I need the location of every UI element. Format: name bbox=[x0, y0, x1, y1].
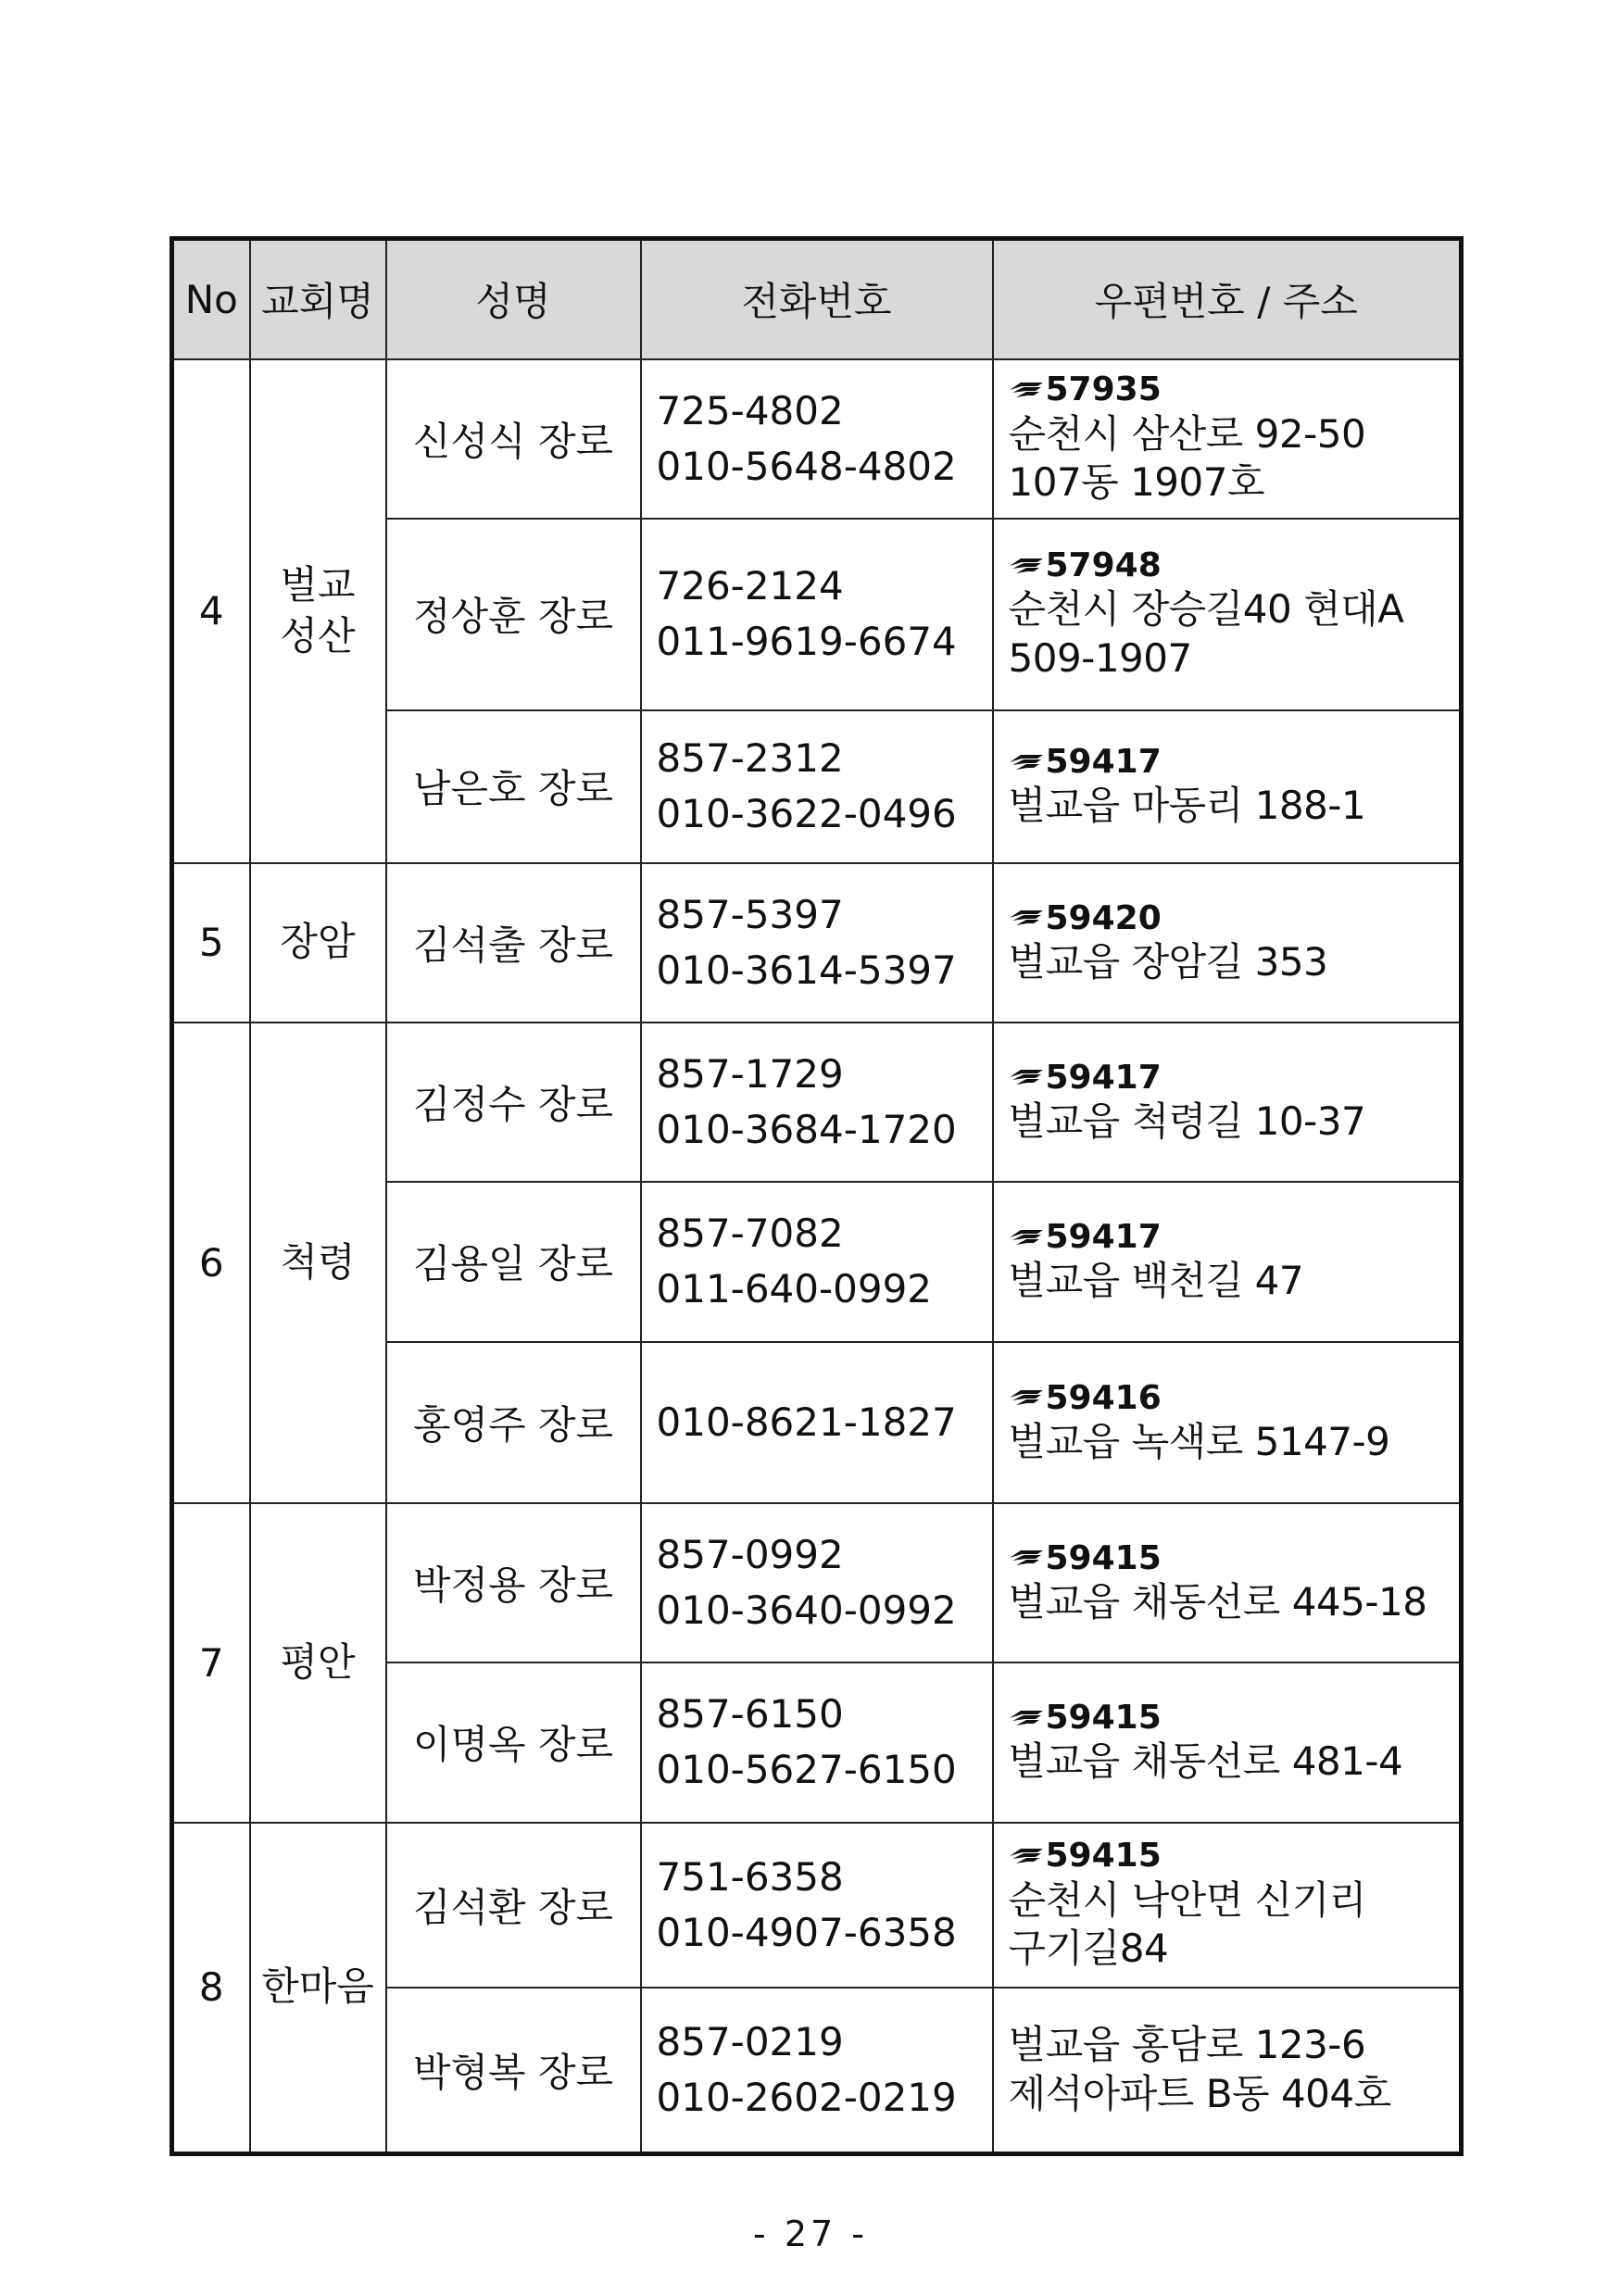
phone-number: 725-4802 bbox=[656, 387, 844, 433]
table-row bbox=[172, 1023, 1462, 1182]
group-number: 8 bbox=[198, 1964, 224, 2011]
postcode: 59415 bbox=[1045, 1538, 1162, 1577]
postcode-icon bbox=[1009, 752, 1044, 772]
member-name: 김용일 장로 bbox=[412, 1241, 614, 1286]
member-name-cell bbox=[386, 1023, 641, 1182]
address-cell bbox=[993, 359, 1462, 519]
church-name-cell bbox=[250, 359, 386, 863]
phone-number: 011-640-0992 bbox=[656, 1266, 933, 1311]
member-name: 박형복 장로 bbox=[412, 2049, 614, 2095]
phone-cell bbox=[641, 1823, 993, 1988]
phone-cell bbox=[641, 1023, 993, 1182]
phone-cell bbox=[641, 1662, 993, 1823]
address-cell bbox=[993, 1503, 1462, 1662]
phone-number: 011-9619-6674 bbox=[656, 619, 957, 664]
church-name-cell bbox=[250, 863, 386, 1023]
address-line: 벌교읍 녹색로 5147-9 bbox=[1008, 1418, 1390, 1464]
address-line: 순천시 장승길40 현대A bbox=[1008, 586, 1404, 633]
postcode-icon bbox=[1009, 1708, 1044, 1728]
member-name: 남은호 장로 bbox=[412, 766, 614, 811]
address-cell bbox=[993, 1988, 1462, 2154]
church-name-cell bbox=[250, 1023, 386, 1503]
address-line: 구기길84 bbox=[1008, 1926, 1169, 1972]
church-name-cell bbox=[250, 1503, 386, 1823]
header-phone: 전화번호 bbox=[641, 239, 993, 359]
header-address: 우편번호 / 주소 bbox=[993, 239, 1462, 359]
phone-number: 857-7082 bbox=[656, 1211, 844, 1257]
postcode-line bbox=[1009, 898, 1460, 938]
table-header bbox=[172, 239, 1462, 359]
phone-number: 010-3640-0992 bbox=[656, 1587, 957, 1633]
church-name-line: 한마음 bbox=[261, 1964, 374, 2010]
church-name-line: 척령 bbox=[280, 1238, 356, 1285]
phone-number: 010-3614-5397 bbox=[656, 947, 957, 993]
address-line: 벌교읍 백천길 47 bbox=[1008, 1258, 1304, 1304]
postcode-line bbox=[1009, 1538, 1460, 1578]
postcode: 59415 bbox=[1045, 1699, 1162, 1738]
group-number: 4 bbox=[198, 588, 224, 634]
postcode-line bbox=[1009, 1836, 1460, 1876]
postcode: 59417 bbox=[1045, 743, 1162, 782]
postcode: 59420 bbox=[1045, 898, 1162, 937]
postcode-icon bbox=[1009, 1067, 1044, 1087]
postcode-line bbox=[1009, 1217, 1460, 1257]
postcode-icon bbox=[1009, 1846, 1044, 1866]
phone-number: 726-2124 bbox=[656, 563, 844, 609]
member-name: 홍영주 장로 bbox=[412, 1401, 614, 1448]
postcode-icon bbox=[1009, 1548, 1044, 1568]
phone-number: 857-0219 bbox=[656, 2019, 844, 2065]
group-number: 5 bbox=[198, 920, 224, 965]
postcode-line bbox=[1009, 1698, 1460, 1738]
phone-cell bbox=[641, 1182, 993, 1342]
address-cell bbox=[993, 710, 1462, 863]
phone-cell bbox=[641, 519, 993, 710]
postcode: 57935 bbox=[1045, 370, 1162, 409]
phone-cell bbox=[641, 1342, 993, 1503]
postcode: 57948 bbox=[1045, 546, 1162, 584]
address-cell bbox=[993, 863, 1462, 1023]
phone-number: 857-5397 bbox=[656, 891, 844, 937]
address-line: 제석아파트 B동 404호 bbox=[1008, 2070, 1391, 2116]
address-line: 벌교읍 채동선로 481-4 bbox=[1008, 1738, 1403, 1785]
group-number: 6 bbox=[198, 1239, 224, 1286]
address-line: 107동 1907호 bbox=[1008, 459, 1265, 506]
phone-number: 010-3684-1720 bbox=[656, 1106, 957, 1152]
church-name-line: 벌교 bbox=[280, 561, 356, 608]
table-row bbox=[172, 359, 1462, 519]
postcode-line bbox=[1009, 1058, 1460, 1098]
address-line: 벌교읍 홍담로 123-6 bbox=[1008, 2022, 1366, 2068]
phone-cell bbox=[641, 1503, 993, 1662]
member-name-cell bbox=[386, 1182, 641, 1342]
church-name-cell bbox=[250, 1823, 386, 2154]
phone-cell bbox=[641, 863, 993, 1023]
address-line: 벌교읍 채동선로 445-18 bbox=[1008, 1578, 1427, 1625]
header-no: No bbox=[172, 239, 250, 359]
postcode-icon bbox=[1009, 1227, 1044, 1248]
group-no-cell bbox=[172, 863, 250, 1023]
contact-table bbox=[170, 236, 1464, 2156]
address-cell bbox=[993, 1023, 1462, 1182]
header-row bbox=[172, 239, 1462, 359]
postcode-line bbox=[1009, 370, 1460, 409]
postcode: 59417 bbox=[1045, 1058, 1162, 1097]
member-name-cell bbox=[386, 710, 641, 863]
phone-cell bbox=[641, 1988, 993, 2154]
header-name: 성명 bbox=[386, 239, 641, 359]
phone-number: 857-1729 bbox=[656, 1050, 844, 1097]
church-name-line: 장암 bbox=[280, 919, 356, 965]
postcode-icon bbox=[1009, 380, 1044, 400]
address-cell bbox=[993, 519, 1462, 710]
postcode-icon bbox=[1009, 1387, 1044, 1408]
member-name: 김석환 장로 bbox=[412, 1884, 614, 1930]
table-row bbox=[172, 1823, 1462, 1988]
phone-number: 857-0992 bbox=[656, 1531, 844, 1577]
phone-cell bbox=[641, 710, 993, 863]
address-line: 509-1907 bbox=[1008, 634, 1192, 681]
member-name-cell bbox=[386, 1988, 641, 2154]
phone-number: 857-6150 bbox=[656, 1691, 844, 1738]
postcode-line bbox=[1009, 1378, 1460, 1418]
phone-number: 010-4907-6358 bbox=[656, 1909, 957, 1955]
member-name-cell bbox=[386, 1662, 641, 1823]
postcode: 59416 bbox=[1045, 1378, 1162, 1417]
member-name-cell bbox=[386, 1342, 641, 1503]
postcode-icon bbox=[1009, 908, 1044, 928]
table-body bbox=[172, 359, 1462, 2154]
address-line: 벌교읍 장암길 353 bbox=[1008, 938, 1328, 985]
member-name: 김정수 장로 bbox=[412, 1081, 614, 1127]
group-no-cell bbox=[172, 359, 250, 863]
address-cell bbox=[993, 1662, 1462, 1823]
header-church: 교회명 bbox=[250, 239, 386, 359]
phone-number: 010-5648-4802 bbox=[656, 443, 957, 489]
table-row bbox=[172, 1503, 1462, 1662]
phone-number: 751-6358 bbox=[656, 1853, 844, 1900]
member-name-cell bbox=[386, 519, 641, 710]
group-no-cell bbox=[172, 1823, 250, 2154]
member-name: 이명옥 장로 bbox=[412, 1722, 614, 1767]
church-name-line: 평안 bbox=[280, 1638, 356, 1685]
phone-number: 010-3622-0496 bbox=[656, 791, 957, 836]
group-number: 7 bbox=[198, 1639, 224, 1686]
member-name-cell bbox=[386, 1823, 641, 1988]
phone-number: 857-2312 bbox=[656, 735, 844, 782]
table-row bbox=[172, 863, 1462, 1023]
member-name-cell bbox=[386, 863, 641, 1023]
member-name: 박정용 장로 bbox=[412, 1562, 614, 1608]
address-cell bbox=[993, 1823, 1462, 1988]
phone-number: 010-5627-6150 bbox=[656, 1747, 957, 1792]
page-number: - 27 - bbox=[753, 2214, 868, 2254]
member-name: 신성식 장로 bbox=[412, 418, 614, 464]
postcode-line bbox=[1009, 742, 1460, 782]
postcode-line bbox=[1009, 546, 1460, 585]
group-no-cell bbox=[172, 1503, 250, 1823]
address-cell bbox=[993, 1182, 1462, 1342]
address-line: 순천시 삼산로 92-50 bbox=[1008, 410, 1366, 457]
phone-cell bbox=[641, 359, 993, 519]
postcode-icon bbox=[1009, 556, 1044, 576]
member-name: 정상훈 장로 bbox=[412, 594, 614, 639]
member-name: 김석출 장로 bbox=[412, 922, 614, 968]
church-name-line: 성산 bbox=[280, 612, 356, 659]
phone-number: 010-8621-1827 bbox=[656, 1399, 957, 1445]
postcode: 59417 bbox=[1045, 1218, 1162, 1257]
postcode: 59415 bbox=[1045, 1837, 1162, 1876]
address-line: 벌교읍 척령길 10-37 bbox=[1008, 1098, 1366, 1144]
group-no-cell bbox=[172, 1023, 250, 1503]
phone-number: 010-2602-0219 bbox=[656, 2074, 957, 2120]
address-line: 벌교읍 마동리 188-1 bbox=[1008, 783, 1366, 829]
member-name-cell bbox=[386, 359, 641, 519]
member-name-cell bbox=[386, 1503, 641, 1662]
address-cell bbox=[993, 1342, 1462, 1503]
address-line: 순천시 낙안면 신기리 bbox=[1008, 1876, 1366, 1923]
